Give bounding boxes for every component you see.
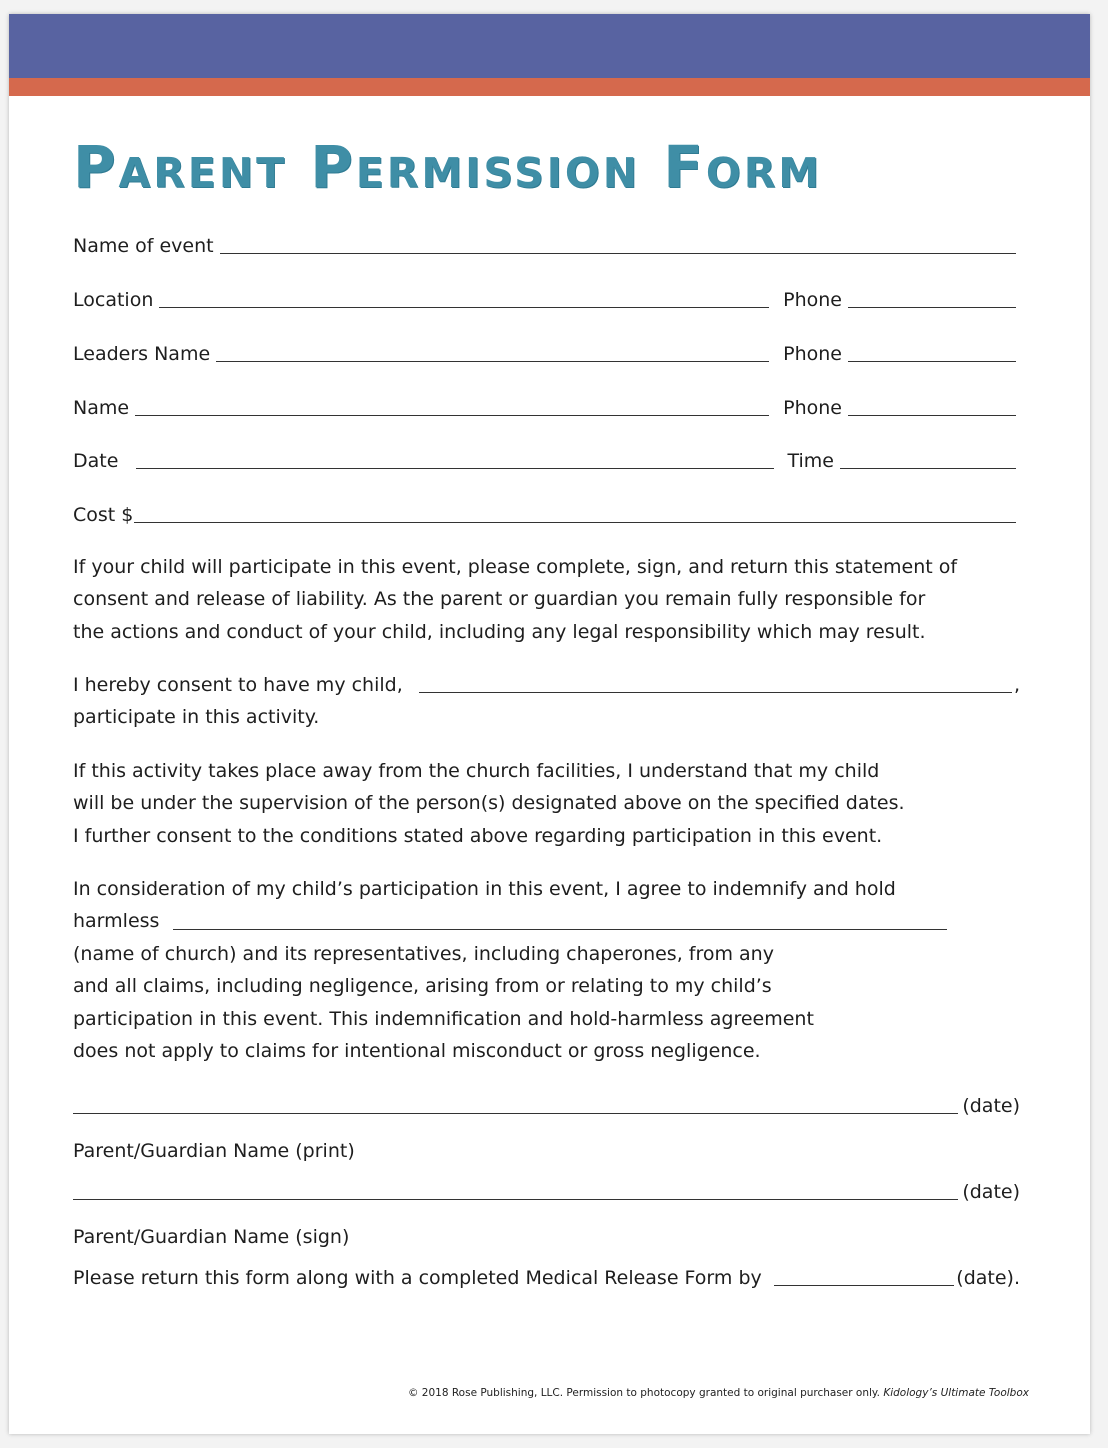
print-label-block <box>73 1135 1033 1167</box>
name-blank[interactable] <box>135 415 769 416</box>
intro-line-3: the actions and conduct of your child, including any legal responsibility which may result. <box>73 620 926 643</box>
leaders-phone-label: Phone <box>783 343 842 365</box>
location-blank[interactable] <box>159 307 769 308</box>
child-name-blank[interactable] <box>419 692 1012 693</box>
time-label: Time <box>787 450 834 472</box>
supervision-paragraph <box>73 755 1033 852</box>
leaders-phone-blank[interactable] <box>848 361 1016 362</box>
supervision-line-2: will be under the supervision of the person(s) designated above on the specified dates. <box>73 792 905 815</box>
supervision-line-1: If this activity takes place away from the church facilities, I understand that my child <box>73 760 880 782</box>
intro-line-2: consent and release of liability. As the parent or guardian you remain fully responsible for <box>73 588 926 611</box>
form-page <box>9 14 1090 1434</box>
return-date-blank[interactable] <box>774 1285 955 1286</box>
copyright-footer <box>369 1386 1029 1400</box>
consent-suffix: participate in this activity. <box>73 706 320 729</box>
name-phone-label: Phone <box>783 397 842 419</box>
field-row-name <box>73 391 1020 421</box>
event-name-blank[interactable] <box>220 253 1016 254</box>
sign-date-suffix: (date) <box>962 1181 1020 1203</box>
signature-sign-row <box>73 1175 1020 1205</box>
consent-paragraph <box>73 669 1020 734</box>
harmless-label: harmless <box>73 910 160 933</box>
field-row-event-name <box>73 229 1020 259</box>
consent-comma: , <box>1013 673 1020 696</box>
field-row-leaders-name <box>73 337 1020 367</box>
header-band <box>9 14 1090 78</box>
book-title: Kidology’s Ultimate Toolbox <box>883 1387 1029 1399</box>
intro-line-1: If your child will participate in this event, please complete, sign, and return this statement of <box>73 556 958 578</box>
location-phone-blank[interactable] <box>848 307 1016 308</box>
signature-print-row <box>73 1089 1020 1119</box>
indemnify-line-1: In consideration of my child’s participation in this event, I agree to indemnify and hold <box>73 878 896 900</box>
copyright-text: © 2018 Rose Publishing, LLC. Permission to photocopy granted to original purchaser only. <box>407 1387 880 1399</box>
supervision-line-3: I further consent to the conditions stated above regarding participation in this event. <box>73 824 883 847</box>
church-name-blank[interactable] <box>173 929 947 930</box>
name-phone-blank[interactable] <box>848 415 1016 416</box>
time-blank[interactable] <box>840 468 1016 469</box>
page-title: Parent Permission Form <box>73 133 823 201</box>
indemnify-line-2 <box>73 905 951 937</box>
print-label: Parent/Guardian Name (print) <box>73 1140 355 1162</box>
print-date-suffix: (date) <box>962 1095 1020 1117</box>
sign-label-block <box>73 1221 1033 1253</box>
leaders-name-label: Leaders Name <box>73 343 211 365</box>
return-notice-text: Please return this form along with a completed Medical Release Form by <box>73 1267 762 1289</box>
cost-blank[interactable] <box>134 522 1016 523</box>
leaders-name-blank[interactable] <box>216 361 769 362</box>
cost-label: Cost $ <box>73 504 134 526</box>
location-phone-label: Phone <box>783 289 842 311</box>
sign-label: Parent/Guardian Name (sign) <box>73 1226 350 1248</box>
name-label: Name <box>73 397 130 419</box>
indemnify-line-3: (name of church) and its representatives, including chaperones, from any <box>73 942 774 965</box>
sign-name-blank[interactable] <box>73 1199 958 1200</box>
return-date-suffix: (date). <box>956 1267 1020 1289</box>
date-label: Date <box>73 450 119 472</box>
indemnify-line-5: participation in this event. This indemnification and hold-harmless agreement <box>73 1007 814 1030</box>
indemnify-line-4: and all claims, including negligence, arising from or relating to my child’s <box>73 975 772 998</box>
return-notice-row <box>73 1261 1020 1291</box>
consent-prefix: I hereby consent to have my child, <box>73 673 403 696</box>
field-row-cost <box>73 498 1020 528</box>
date-blank[interactable] <box>136 468 773 469</box>
intro-paragraph <box>73 551 1033 648</box>
field-row-location <box>73 283 1020 313</box>
consent-line-1 <box>73 669 1020 701</box>
location-label: Location <box>73 289 154 311</box>
indemnify-line-6: does not apply to claims for intentional misconduct or gross negligence. <box>73 1039 761 1062</box>
field-row-date <box>73 444 1020 474</box>
indemnify-paragraph <box>73 873 1033 1067</box>
event-name-label: Name of event <box>73 235 214 257</box>
print-name-blank[interactable] <box>73 1113 958 1114</box>
header-accent-stripe <box>9 78 1090 96</box>
